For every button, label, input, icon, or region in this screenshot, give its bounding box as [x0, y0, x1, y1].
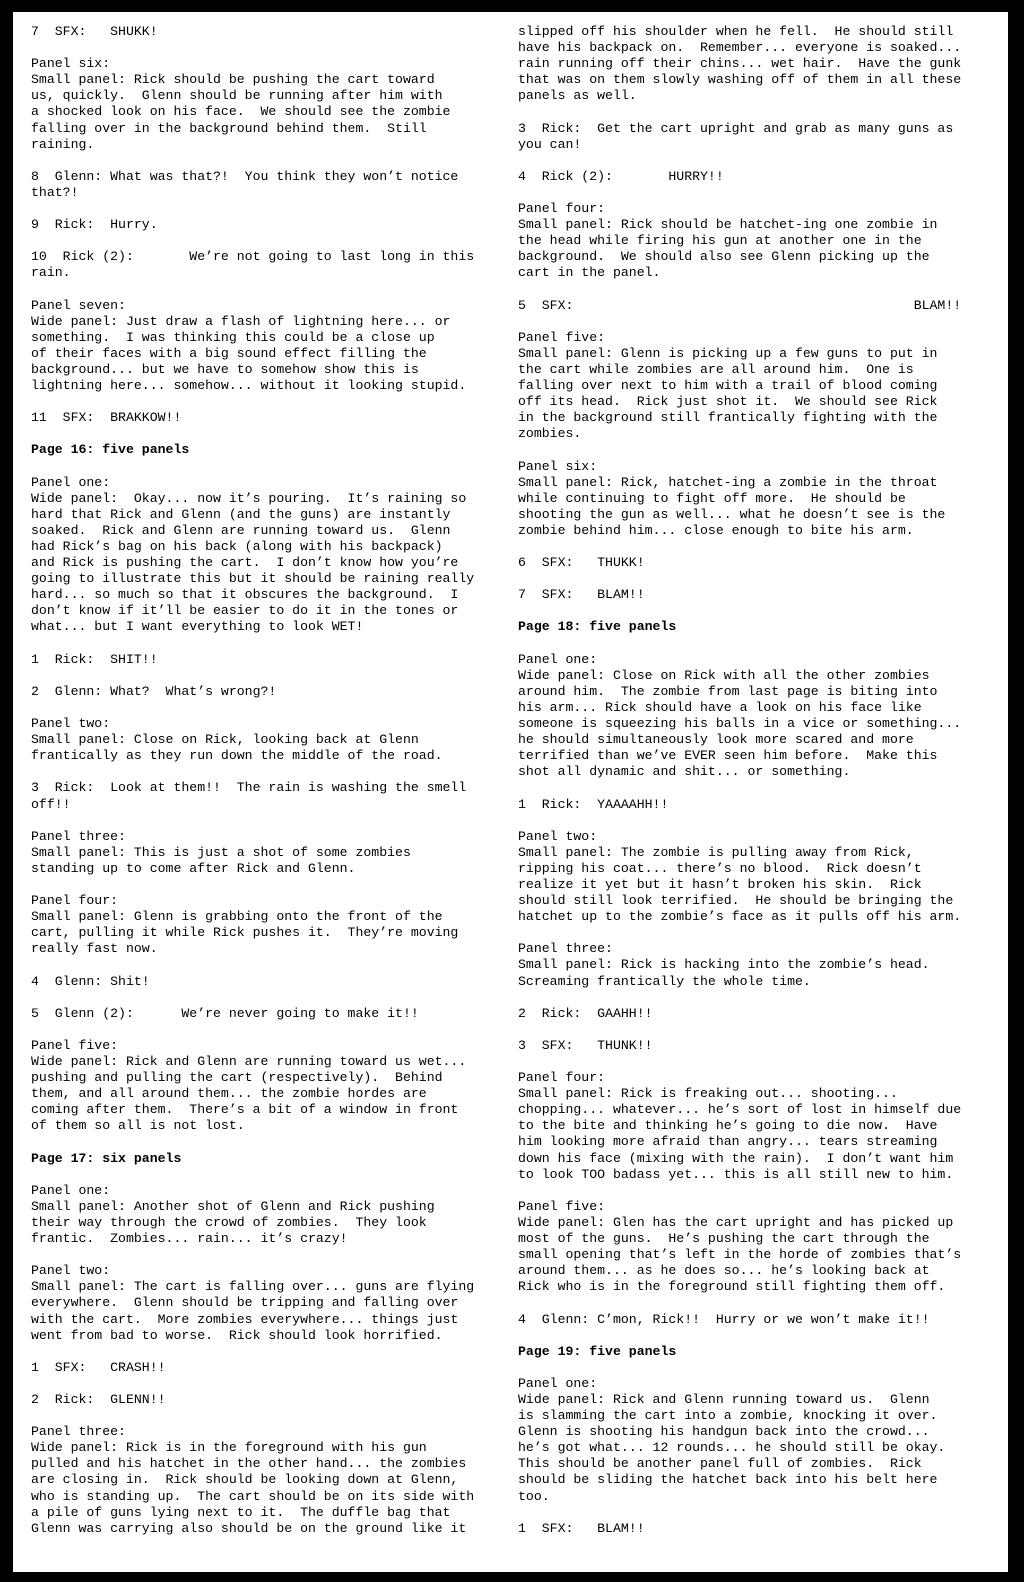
- script-line: Panel three:: [31, 828, 126, 844]
- script-line: Small panel: Glenn is grabbing onto the front of the: [31, 909, 443, 925]
- script-block: [518, 1038, 996, 1054]
- script-line: Screaming frantically the whole time.: [518, 973, 811, 989]
- script-block: [518, 1006, 996, 1022]
- script-block: [31, 1424, 501, 1537]
- script-block: [518, 459, 996, 539]
- script-block: [518, 1312, 996, 1328]
- page-heading: [518, 619, 996, 635]
- script-block: [31, 475, 501, 636]
- left-column: [31, 24, 501, 1553]
- script-line: everywhere. Glenn should be tripping and falling over: [31, 1295, 459, 1311]
- script-line: to look TOO badass yet... this is all still new to him.: [518, 1166, 954, 1182]
- script-line: the cart while zombies are all around him. One is: [518, 361, 914, 377]
- script-line: going to illustrate this but it should be raining really: [31, 571, 475, 587]
- script-line: cart in the panel.: [518, 265, 661, 281]
- script-line: Panel seven:: [31, 297, 126, 313]
- script-line: of their faces with a big sound effect filling the: [31, 345, 427, 361]
- script-line: had Rick’s bag on his back (along with his backpack): [31, 539, 443, 554]
- script-block: [518, 941, 996, 989]
- script-line: Wide panel: Rick and Glenn are running toward us wet...: [31, 1054, 467, 1069]
- script-line: Panel two:: [518, 828, 598, 844]
- script-line: Panel five:: [31, 1037, 119, 1053]
- script-line: 11 SFX: BRAKKOW!!: [31, 410, 182, 426]
- script-line: Panel two:: [31, 716, 111, 732]
- script-line: pushing and pulling the cart (respectively). Behind: [31, 1070, 443, 1086]
- script-block: [518, 797, 996, 813]
- script-block: [31, 1263, 501, 1343]
- script-block: [31, 716, 501, 764]
- script-block: [518, 829, 996, 926]
- script-line: around them... as he does so... he’s looking back at: [518, 1263, 930, 1279]
- page-heading: [518, 1344, 996, 1360]
- script-line: 3 Rick: Look at them!! The rain is washing the smell: [31, 780, 467, 796]
- script-line: someone is squeezing his balls in a vice or something...: [518, 716, 962, 732]
- script-line: him looking more afraid than angry... tears streaming: [518, 1134, 938, 1150]
- script-line: Wide panel: Okay... now it’s pouring. It’s raining so: [31, 490, 467, 506]
- heading-text: Page 18: five panels: [518, 619, 677, 635]
- script-line: really fast now.: [31, 941, 158, 957]
- script-line: zombie behind him... close enough to bite his arm.: [518, 522, 914, 538]
- script-line: around him. The zombie from last page is biting into: [518, 683, 938, 699]
- script-block: [31, 1392, 501, 1408]
- script-line: shot all dynamic and shit... or something.: [518, 764, 851, 780]
- script-line: Wide panel: Close on Rick with all the other zombies: [518, 667, 930, 683]
- script-line: 2 Rick: GAAHH!!: [518, 1005, 653, 1021]
- script-block: [31, 298, 501, 395]
- script-line: realize it yet but it hasn’t broken his skin. Rick: [518, 876, 922, 892]
- script-line: down his face (mixing with the rain). I don’t want him: [518, 1150, 954, 1166]
- script-line: Small panel: Glenn is picking up a few guns to put in: [518, 345, 938, 361]
- script-line: with the cart. More zombies everywhere... things just: [31, 1311, 459, 1327]
- script-line: 1 Rick: YAAAAHH!!: [518, 796, 669, 812]
- script-line: Small panel: This is just a shot of some zombies: [31, 844, 411, 860]
- script-line: went from bad to worse. Rick should look horrified.: [31, 1327, 443, 1343]
- script-line: that?!: [31, 184, 79, 200]
- script-line: his arm... Rick should have a look on his face like: [518, 699, 922, 715]
- script-line: Panel six:: [518, 458, 598, 474]
- script-line: This should be another panel full of zombies. Rick: [518, 1456, 922, 1472]
- script-line: 5 SFX: BLAM!!: [518, 297, 962, 313]
- script-block: [31, 1006, 501, 1022]
- script-block: [31, 780, 501, 812]
- script-line: 9 Rick: Hurry.: [31, 217, 158, 233]
- script-line: us, quickly. Glenn should be running after him with: [31, 88, 443, 104]
- script-line: Panel one:: [31, 1182, 111, 1198]
- script-block: [31, 410, 501, 426]
- script-line: Panel four:: [518, 1070, 606, 1086]
- script-block: [31, 249, 501, 281]
- script-line: small opening that’s left in the horde of zombies that’s: [518, 1247, 962, 1263]
- script-line: are closing in. Rick should be looking down at Glenn,: [31, 1472, 459, 1488]
- script-line: Panel one:: [518, 651, 598, 667]
- script-line: Panel two:: [31, 1263, 111, 1279]
- script-line: them, and all around them... the zombie hordes are: [31, 1086, 427, 1102]
- script-line: should be sliding the hatchet back into his belt here: [518, 1472, 938, 1488]
- script-line: Panel three:: [518, 941, 613, 957]
- right-column: [518, 24, 996, 1553]
- script-block: [31, 1038, 501, 1135]
- heading-text: Page 16: five panels: [31, 442, 190, 458]
- script-block: [31, 684, 501, 700]
- script-line: to the bite and thinking he’s going to die now. Have: [518, 1118, 938, 1134]
- script-block: [518, 1376, 996, 1505]
- script-line: Small panel: Close on Rick, looking back at Glenn: [31, 732, 419, 748]
- script-line: you can!: [518, 136, 582, 152]
- script-block: [518, 121, 996, 153]
- script-line: Small panel: Another shot of Glenn and Rick pushing: [31, 1198, 435, 1214]
- page-heading: [31, 1151, 501, 1167]
- script-line: Wide panel: Rick and Glenn running toward us. Glenn: [518, 1391, 930, 1407]
- script-line: he’s got what... 12 rounds... he should still be okay.: [518, 1440, 946, 1456]
- script-line: coming after them. There’s a bit of a window in front: [31, 1102, 459, 1118]
- heading-text: Page 19: five panels: [518, 1343, 677, 1359]
- script-line: Small panel: Rick should be hatchet-ing one zombie in: [518, 217, 938, 233]
- script-line: 1 SFX: BLAM!!: [518, 1520, 645, 1536]
- script-line: something. I was thinking this could be a close up: [31, 329, 435, 345]
- script-line: 5 Glenn (2): We’re never going to make it!!: [31, 1005, 419, 1021]
- script-line: what... but I want everything to look WET!: [31, 619, 364, 635]
- page-heading: [31, 442, 501, 458]
- script-line: cart, pulling it while Rick pushes it. They’re moving: [31, 925, 459, 941]
- script-line: Rick who is in the foreground still fighting them off.: [518, 1279, 946, 1295]
- script-line: ripping his coat... there’s no blood. Rick doesn’t: [518, 860, 922, 876]
- script-line: panels as well.: [518, 88, 637, 104]
- script-line: should still look terrified. He should be bringing the: [518, 893, 954, 909]
- script-line: Panel five:: [518, 329, 606, 345]
- script-line: their way through the crowd of zombies. They look: [31, 1214, 427, 1230]
- script-line: 8 Glenn: What was that?! You think they won’t notice: [31, 168, 459, 184]
- script-line: Panel one:: [31, 474, 111, 490]
- script-block: [518, 652, 996, 781]
- script-page: [13, 12, 1008, 1572]
- script-block: [518, 1521, 996, 1537]
- script-block: [31, 893, 501, 957]
- script-line: Wide panel: Just draw a flash of lightning here... or: [31, 313, 451, 329]
- script-line: hatchet up to the zombie’s face as it pulls off his arm.: [518, 909, 962, 925]
- script-line: Wide panel: Glen has the cart upright and has picked up: [518, 1214, 954, 1230]
- script-line: soaked. Rick and Glenn are running toward us. Glenn: [31, 522, 451, 538]
- script-line: shooting the gun as well... what he doesn’t see is the: [518, 506, 946, 522]
- script-line: while continuing to fight off more. He should be: [518, 490, 906, 506]
- script-line: a shocked look on his face. We should see the zombie: [31, 104, 451, 120]
- script-line: pulled and his hatchet in the other hand... the zombies: [31, 1456, 467, 1472]
- script-line: falling over next to him with a trail of blood coming: [518, 378, 938, 394]
- script-block: [518, 587, 996, 603]
- script-line: slipped off his shoulder when he fell. He should still: [518, 24, 954, 39]
- script-line: 1 Rick: SHIT!!: [31, 651, 158, 667]
- script-line: 2 Rick: GLENN!!: [31, 1391, 166, 1407]
- script-block: [31, 56, 501, 153]
- script-line: in the background still frantically fighting with the: [518, 410, 938, 426]
- script-line: Glenn is shooting his handgun back into the crowd...: [518, 1424, 930, 1440]
- script-block: [31, 24, 501, 40]
- script-line: Panel one:: [518, 1375, 598, 1391]
- script-line: standing up to come after Rick and Glenn.: [31, 860, 356, 876]
- script-block: [31, 169, 501, 201]
- script-block: [31, 1360, 501, 1376]
- script-block: [31, 829, 501, 877]
- script-line: 4 Rick (2): HURRY!!: [518, 168, 724, 184]
- script-line: Panel five:: [518, 1198, 606, 1214]
- script-line: 6 SFX: THUKK!: [518, 555, 645, 571]
- script-line: Panel four:: [518, 201, 606, 217]
- script-line: Wide panel: Rick is in the foreground with his gun: [31, 1440, 427, 1456]
- script-block: [518, 169, 996, 185]
- heading-text: Page 17: six panels: [31, 1150, 182, 1166]
- script-line: who is standing up. The cart should be on its side with: [31, 1488, 475, 1504]
- script-line: raining.: [31, 136, 95, 152]
- script-line: 3 SFX: THUNK!!: [518, 1037, 653, 1053]
- script-line: 3 Rick: Get the cart upright and grab as many guns as: [518, 120, 954, 136]
- script-line: is slamming the cart into a zombie, knocking it over.: [518, 1408, 938, 1424]
- script-block: [518, 201, 996, 281]
- script-line: hard that Rick and Glenn (and the guns) are instantly: [31, 506, 451, 522]
- script-block: [31, 217, 501, 233]
- script-line: hard... so much so that it obscures the background. I: [31, 587, 459, 603]
- script-line: most of the guns. He’s pushing the cart through the: [518, 1231, 930, 1247]
- script-line: 2 Glenn: What? What’s wrong?!: [31, 683, 277, 699]
- script-line: falling over in the background behind them. Still: [31, 120, 427, 136]
- script-block: [31, 652, 501, 668]
- script-block: [518, 1199, 996, 1296]
- script-line: 7 SFX: BLAM!!: [518, 587, 645, 603]
- script-line: a pile of guns lying next to it. The duffle bag that: [31, 1504, 451, 1520]
- script-line: terrified than we’ve EVER seen him before. Make this: [518, 748, 938, 764]
- script-block: [518, 24, 996, 104]
- script-line: Small panel: The zombie is pulling away from Rick,: [518, 844, 914, 860]
- script-line: 7 SFX: SHUKK!: [31, 24, 158, 39]
- script-line: too.: [518, 1488, 550, 1504]
- script-line: frantically as they run down the middle of the road.: [31, 748, 443, 764]
- script-line: the head while firing his gun at another one in the: [518, 233, 922, 249]
- script-line: of them so all is not lost.: [31, 1118, 245, 1134]
- script-block: [518, 298, 996, 314]
- script-line: rain running off their chins... wet hair. Have the gunk: [518, 56, 962, 72]
- script-line: Small panel: The cart is falling over... guns are flying: [31, 1279, 475, 1295]
- script-block: [518, 1070, 996, 1183]
- script-line: off its head. Rick just shot it. We should see Rick: [518, 394, 938, 410]
- script-line: Glenn was carrying also should be on the ground like it: [31, 1520, 467, 1536]
- script-line: 1 SFX: CRASH!!: [31, 1359, 166, 1375]
- script-line: background. We should also see Glenn picking up the: [518, 249, 930, 265]
- script-line: don’t know if it’ll be easier to do it in the tones or: [31, 603, 459, 619]
- script-line: 10 Rick (2): We’re not going to last long in this: [31, 249, 475, 265]
- script-block: [518, 330, 996, 443]
- script-block: [31, 1183, 501, 1247]
- script-block: [31, 974, 501, 990]
- script-line: Small panel: Rick is freaking out... shooting...: [518, 1086, 898, 1102]
- script-line: 4 Glenn: C’mon, Rick!! Hurry or we won’t make it!!: [518, 1311, 930, 1327]
- script-line: Small panel: Rick is hacking into the zombie’s head.: [518, 957, 930, 973]
- script-line: he should simultaneously look more scared and more: [518, 732, 914, 748]
- script-line: that was on them slowly washing off of them in all these: [518, 72, 962, 88]
- script-line: Panel four:: [31, 893, 119, 909]
- script-line: Panel six:: [31, 56, 111, 72]
- script-line: rain.: [31, 265, 71, 281]
- script-line: zombies.: [518, 426, 582, 442]
- script-line: lightning here... somehow... without it looking stupid.: [31, 378, 467, 394]
- script-block: [518, 555, 996, 571]
- script-line: Small panel: Rick should be pushing the cart toward: [31, 72, 435, 88]
- script-line: chopping... whatever... he’s sort of lost in himself due: [518, 1102, 962, 1118]
- script-line: Panel three:: [31, 1424, 126, 1440]
- script-line: 4 Glenn: Shit!: [31, 973, 150, 989]
- script-line: have his backpack on. Remember... everyone is soaked...: [518, 40, 962, 56]
- script-line: off!!: [31, 796, 71, 812]
- script-line: frantic. Zombies... rain... it’s crazy!: [31, 1231, 348, 1247]
- script-line: background... but we have to somehow show this is: [31, 361, 419, 377]
- script-line: Small panel: Rick, hatchet-ing a zombie in the throat: [518, 474, 938, 490]
- script-line: and Rick is pushing the cart. I don’t know how you’re: [31, 555, 459, 571]
